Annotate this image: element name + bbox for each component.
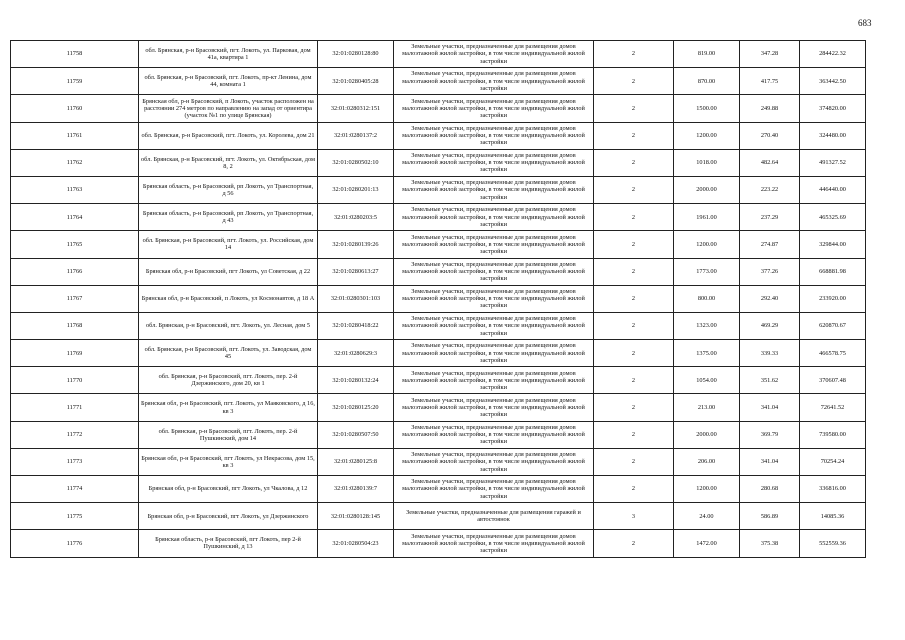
- row-number-cell: 11776: [11, 530, 139, 557]
- land-use-cell: Земельные участки, предназначенные для размещения домов малоэтажной жилой застройки, в том числе индивидуальной жилой застройки: [394, 149, 594, 176]
- address-cell: Брянская обл, р-н Брасовский, п Локоть, ул Космонавтов, д 18 А: [139, 285, 318, 312]
- address-cell: Брянская область, р-н Брасовский, рп Локоть, ул Транспортная, д 43: [139, 204, 318, 231]
- cadastral-number-cell: 32:01:0280502:10: [318, 149, 394, 176]
- land-use-cell: Земельные участки, предназначенные для размещения домов малоэтажной жилой застройки, в том числе индивидуальной жилой застройки: [394, 421, 594, 448]
- cadastral-number-cell: 32:01:0280418:22: [318, 312, 394, 339]
- row-number-cell: 11758: [11, 41, 139, 68]
- address-cell: Брянская обл, р-н Брасовский, пгт Локоть, ул Чкалова, д 12: [139, 476, 318, 503]
- group-cell: 2: [594, 367, 674, 394]
- area-cell: 1200.00: [674, 476, 740, 503]
- unit-value-cell: 347.28: [740, 41, 800, 68]
- land-use-cell: Земельные участки, предназначенные для размещения домов малоэтажной жилой застройки, в том числе индивидуальной жилой застройки: [394, 176, 594, 203]
- cadastral-value-cell: 620870.67: [800, 312, 866, 339]
- table-row: [11, 503, 866, 530]
- land-use-cell: Земельные участки, предназначенные для размещения домов малоэтажной жилой застройки, в том числе индивидуальной жилой застройки: [394, 41, 594, 68]
- group-cell: 2: [594, 340, 674, 367]
- group-cell: 2: [594, 41, 674, 68]
- area-cell: 1054.00: [674, 367, 740, 394]
- unit-value-cell: 249.88: [740, 95, 800, 122]
- cadastral-number-cell: 32:01:0280504:23: [318, 530, 394, 557]
- unit-value-cell: 341.04: [740, 394, 800, 421]
- row-number-cell: 11772: [11, 421, 139, 448]
- address-cell: обл. Брянская, р-н Брасовский, пгт. Локоть, ул. Парковая, дом 41а, квартира 1: [139, 41, 318, 68]
- unit-value-cell: 223.22: [740, 176, 800, 203]
- address-cell: обл. Брянская, р-н Брасовский, пгт. Локоть, ул. Октябрьская, дом 8, 2: [139, 149, 318, 176]
- group-cell: 2: [594, 394, 674, 421]
- cadastral-value-cell: 739580.00: [800, 421, 866, 448]
- area-cell: 24.00: [674, 503, 740, 530]
- unit-value-cell: 482.64: [740, 149, 800, 176]
- land-use-cell: Земельные участки, предназначенные для размещения домов малоэтажной жилой застройки, в том числе индивидуальной жилой застройки: [394, 394, 594, 421]
- unit-value-cell: 469.29: [740, 312, 800, 339]
- table-row: [11, 95, 866, 122]
- group-cell: 2: [594, 149, 674, 176]
- cadastral-number-cell: 32:01:0280139:26: [318, 231, 394, 258]
- land-use-cell: Земельные участки, предназначенные для размещения домов малоэтажной жилой застройки, в том числе индивидуальной жилой застройки: [394, 340, 594, 367]
- address-cell: обл. Брянская, р-н Брасовский, пгт. Локоть, пер. 2-й Пушкинский, дом 14: [139, 421, 318, 448]
- row-number-cell: 11773: [11, 448, 139, 475]
- row-number-cell: 11771: [11, 394, 139, 421]
- unit-value-cell: 292.40: [740, 285, 800, 312]
- group-cell: 2: [594, 68, 674, 95]
- address-cell: обл. Брянская, р-н Брасовский, пгт. Локоть, ул. Заводская, дом 45: [139, 340, 318, 367]
- cadastral-value-cell: 370607.48: [800, 367, 866, 394]
- area-cell: 1500.00: [674, 95, 740, 122]
- cadastral-number-cell: 32:01:0280137:2: [318, 122, 394, 149]
- cadastral-number-cell: 32:01:0280405:28: [318, 68, 394, 95]
- table-row: [11, 231, 866, 258]
- land-use-cell: Земельные участки, предназначенные для размещения домов малоэтажной жилой застройки, в том числе индивидуальной жилой застройки: [394, 122, 594, 149]
- group-cell: 2: [594, 312, 674, 339]
- unit-value-cell: 377.26: [740, 258, 800, 285]
- cadastral-number-cell: 32:01:0280132:24: [318, 367, 394, 394]
- address-cell: Брянская обл, р-н Брасовский, пгт. Локоть, ул Маяковского, д 16, кв 3: [139, 394, 318, 421]
- cadastral-value-cell: 465325.69: [800, 204, 866, 231]
- group-cell: 2: [594, 421, 674, 448]
- cadastral-number-cell: 32:01:0280507:50: [318, 421, 394, 448]
- row-number-cell: 11766: [11, 258, 139, 285]
- cadastral-number-cell: 32:01:0280139:7: [318, 476, 394, 503]
- address-cell: Брянская область, р-н Брасовский, рп Локоть, ул Транспортная, д 56: [139, 176, 318, 203]
- land-use-cell: Земельные участки, предназначенные для размещения домов малоэтажной жилой застройки, в том числе индивидуальной жилой застройки: [394, 285, 594, 312]
- area-cell: 1018.00: [674, 149, 740, 176]
- group-cell: 2: [594, 231, 674, 258]
- area-cell: 1200.00: [674, 231, 740, 258]
- cadastral-value-cell: 446440.00: [800, 176, 866, 203]
- land-use-cell: Земельные участки, предназначенные для размещения домов малоэтажной жилой застройки, в том числе индивидуальной жилой застройки: [394, 312, 594, 339]
- row-number-cell: 11765: [11, 231, 139, 258]
- address-cell: обл. Брянская, р-н Брасовский, пгт. Локоть, ул. Королева, дом 21: [139, 122, 318, 149]
- cadastral-number-cell: 32:01:0280125:8: [318, 448, 394, 475]
- table-row: [11, 394, 866, 421]
- unit-value-cell: 351.62: [740, 367, 800, 394]
- group-cell: 2: [594, 204, 674, 231]
- page-number: 683: [858, 18, 872, 28]
- land-use-cell: Земельные участки, предназначенные для размещения домов малоэтажной жилой застройки, в том числе индивидуальной жилой застройки: [394, 95, 594, 122]
- row-number-cell: 11762: [11, 149, 139, 176]
- row-number-cell: 11769: [11, 340, 139, 367]
- table-row: [11, 258, 866, 285]
- land-use-cell: Земельные участки, предназначенные для размещения домов малоэтажной жилой застройки, в том числе индивидуальной жилой застройки: [394, 68, 594, 95]
- address-cell: обл. Брянская, р-н Брасовский, пгт. Локоть, ул. Российская, дом 14: [139, 231, 318, 258]
- group-cell: 2: [594, 476, 674, 503]
- address-cell: Брянская обл, р-н Брасовский, пгт Локоть, ул Некрасова, дом 15, кв 3: [139, 448, 318, 475]
- table-row: [11, 285, 866, 312]
- table-row: [11, 149, 866, 176]
- cadastral-number-cell: 32:01:0280125:20: [318, 394, 394, 421]
- cadastral-number-cell: 32:01:0280613:27: [318, 258, 394, 285]
- table-row: [11, 68, 866, 95]
- table-row: [11, 476, 866, 503]
- unit-value-cell: 369.79: [740, 421, 800, 448]
- row-number-cell: 11775: [11, 503, 139, 530]
- area-cell: 870.00: [674, 68, 740, 95]
- address-cell: Брянская область, р-н Брасовский, пгт Локоть, пер 2-й Пушкинский, д 13: [139, 530, 318, 557]
- land-use-cell: Земельные участки, предназначенные для размещения гаражей и автостоянок: [394, 503, 594, 530]
- table-row: [11, 448, 866, 475]
- cadastral-value-cell: 552559.36: [800, 530, 866, 557]
- group-cell: 2: [594, 176, 674, 203]
- table-row: [11, 340, 866, 367]
- row-number-cell: 11774: [11, 476, 139, 503]
- unit-value-cell: 341.04: [740, 448, 800, 475]
- cadastral-value-cell: 324480.00: [800, 122, 866, 149]
- cadastral-value-cell: 374820.00: [800, 95, 866, 122]
- address-cell: обл. Брянская, р-н Брасовский, пгт. Локоть, пер. 2-й Дзержинского, дом 20, кв 1: [139, 367, 318, 394]
- area-cell: 1961.00: [674, 204, 740, 231]
- cadastral-value-cell: 14085.36: [800, 503, 866, 530]
- land-use-cell: Земельные участки, предназначенные для размещения домов малоэтажной жилой застройки, в том числе индивидуальной жилой застройки: [394, 367, 594, 394]
- table-row: [11, 176, 866, 203]
- unit-value-cell: 280.68: [740, 476, 800, 503]
- group-cell: 2: [594, 530, 674, 557]
- cadastral-value-cell: 363442.50: [800, 68, 866, 95]
- area-cell: 819.00: [674, 41, 740, 68]
- table-row: [11, 530, 866, 557]
- cadastral-value-cell: 72641.52: [800, 394, 866, 421]
- cadastral-value-cell: 336816.00: [800, 476, 866, 503]
- row-number-cell: 11760: [11, 95, 139, 122]
- cadastral-value-cell: 284422.32: [800, 41, 866, 68]
- table-body: [11, 41, 866, 558]
- cadastral-number-cell: 32:01:0280312:151: [318, 95, 394, 122]
- land-use-cell: Земельные участки, предназначенные для размещения домов малоэтажной жилой застройки, в том числе индивидуальной жилой застройки: [394, 258, 594, 285]
- area-cell: 1323.00: [674, 312, 740, 339]
- unit-value-cell: 237.29: [740, 204, 800, 231]
- cadastral-registry-table: [10, 40, 866, 558]
- group-cell: 2: [594, 122, 674, 149]
- group-cell: 2: [594, 258, 674, 285]
- area-cell: 1773.00: [674, 258, 740, 285]
- unit-value-cell: 274.87: [740, 231, 800, 258]
- unit-value-cell: 375.38: [740, 530, 800, 557]
- cadastral-number-cell: 32:01:0280201:13: [318, 176, 394, 203]
- address-cell: Брянская обл, р-н Брасовский, пгт Локоть, ул Советская, д 22: [139, 258, 318, 285]
- group-cell: 2: [594, 285, 674, 312]
- address-cell: Брянская обл, р-н Брасовский, п Локоть, участок расположен на расстоянии 274 метров по направлению на запад от ориентира (участок №1 по улице Брянская): [139, 95, 318, 122]
- row-number-cell: 11770: [11, 367, 139, 394]
- row-number-cell: 11763: [11, 176, 139, 203]
- area-cell: 2000.00: [674, 421, 740, 448]
- address-cell: Брянская обл, р-н Брасовский, пгт Локоть, ул Дзержинского: [139, 503, 318, 530]
- cadastral-value-cell: 70254.24: [800, 448, 866, 475]
- table-row: [11, 312, 866, 339]
- area-cell: 213.00: [674, 394, 740, 421]
- address-cell: обл. Брянская, р-н Брасовский, пгт. Локоть, ул. Лесная, дом 5: [139, 312, 318, 339]
- table-row: [11, 421, 866, 448]
- cadastral-number-cell: 32:01:0280128:145: [318, 503, 394, 530]
- unit-value-cell: 586.89: [740, 503, 800, 530]
- table-row: [11, 41, 866, 68]
- land-use-cell: Земельные участки, предназначенные для размещения домов малоэтажной жилой застройки, в том числе индивидуальной жилой застройки: [394, 231, 594, 258]
- unit-value-cell: 270.40: [740, 122, 800, 149]
- address-cell: обл. Брянская, р-н Брасовский, пгт. Локоть, пр-кт Ленина, дом 44, комната 1: [139, 68, 318, 95]
- cadastral-value-cell: 329844.00: [800, 231, 866, 258]
- land-use-cell: Земельные участки, предназначенные для размещения домов малоэтажной жилой застройки, в том числе индивидуальной жилой застройки: [394, 476, 594, 503]
- area-cell: 1375.00: [674, 340, 740, 367]
- cadastral-number-cell: 32:01:0280203:5: [318, 204, 394, 231]
- table-row: [11, 367, 866, 394]
- row-number-cell: 11767: [11, 285, 139, 312]
- row-number-cell: 11764: [11, 204, 139, 231]
- land-use-cell: Земельные участки, предназначенные для размещения домов малоэтажной жилой застройки, в том числе индивидуальной жилой застройки: [394, 530, 594, 557]
- land-use-cell: Земельные участки, предназначенные для размещения домов малоэтажной жилой застройки, в том числе индивидуальной жилой застройки: [394, 448, 594, 475]
- table-row: [11, 122, 866, 149]
- cadastral-number-cell: 32:01:0280128:80: [318, 41, 394, 68]
- area-cell: 1200.00: [674, 122, 740, 149]
- row-number-cell: 11761: [11, 122, 139, 149]
- area-cell: 2000.00: [674, 176, 740, 203]
- group-cell: 2: [594, 448, 674, 475]
- area-cell: 800.00: [674, 285, 740, 312]
- area-cell: 206.00: [674, 448, 740, 475]
- area-cell: 1472.00: [674, 530, 740, 557]
- unit-value-cell: 339.33: [740, 340, 800, 367]
- cadastral-number-cell: 32:01:0280629:3: [318, 340, 394, 367]
- unit-value-cell: 417.75: [740, 68, 800, 95]
- cadastral-value-cell: 491327.52: [800, 149, 866, 176]
- table-row: [11, 204, 866, 231]
- land-use-cell: Земельные участки, предназначенные для размещения домов малоэтажной жилой застройки, в том числе индивидуальной жилой застройки: [394, 204, 594, 231]
- cadastral-value-cell: 233920.00: [800, 285, 866, 312]
- row-number-cell: 11759: [11, 68, 139, 95]
- group-cell: 3: [594, 503, 674, 530]
- group-cell: 2: [594, 95, 674, 122]
- cadastral-value-cell: 668881.98: [800, 258, 866, 285]
- row-number-cell: 11768: [11, 312, 139, 339]
- cadastral-value-cell: 466578.75: [800, 340, 866, 367]
- cadastral-number-cell: 32:01:0280301:103: [318, 285, 394, 312]
